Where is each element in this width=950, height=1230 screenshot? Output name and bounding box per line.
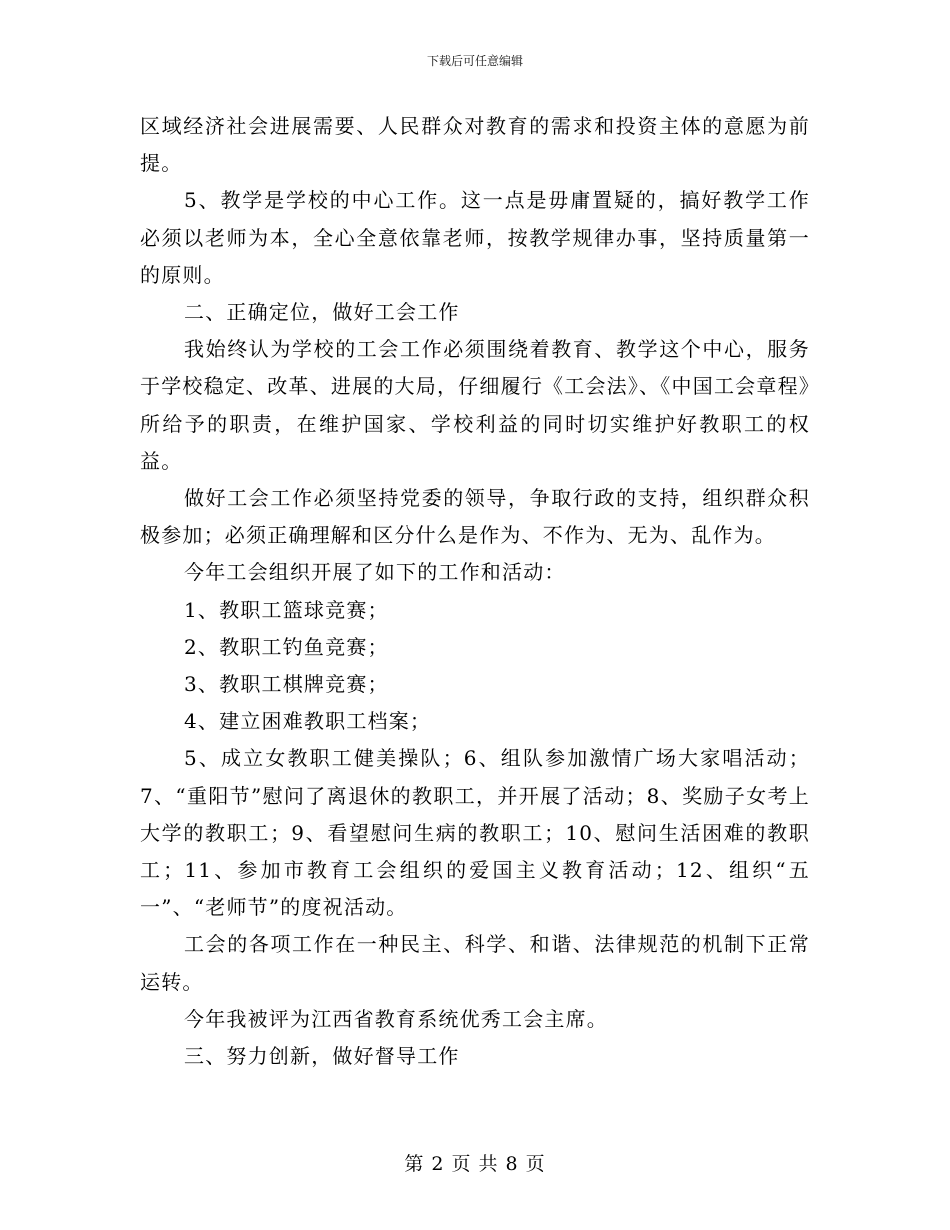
paragraph: 做好工会工作必须坚持党委的领导，争取行政的支持，组织群众积极参加；必须正确理解和区分什么是作为、不作为、无为、乱作为。 xyxy=(140,486,810,548)
list-item: 3、教职工棋牌竞赛； xyxy=(184,672,389,697)
paragraph: 5、教学是学校的中心工作。这一点是毋庸置疑的，搞好教学工作必须以老师为本，全心全意依靠老师，按教学规律办事，坚持质量第一的原则。 xyxy=(140,188,810,287)
list-item: 4、建立困难教职工档案； xyxy=(184,709,432,734)
paragraph: 今年我被评为江西省教育系统优秀工会主席。 xyxy=(184,1006,608,1031)
page-header: 下载后可任意编辑 xyxy=(426,54,523,68)
paragraph: 区域经济社会进展需要、人民群众对教育的需求和投资主体的意愿为前提。 xyxy=(140,114,810,176)
list-item: 2、教职工钓鱼竞赛； xyxy=(184,634,389,659)
paragraph: 今年工会组织开展了如下的工作和活动： xyxy=(184,560,566,585)
section-heading: 二、正确定位，做好工会工作 xyxy=(184,300,460,325)
list-item: 1、教职工篮球竞赛； xyxy=(184,597,389,622)
page-number: 第 2 页 共 8 页 xyxy=(404,1153,546,1175)
document-body xyxy=(140,108,810,1075)
section-heading: 三、努力创新，做好督导工作 xyxy=(184,1044,460,1069)
paragraph: 工会的各项工作在一种民主、科学、和谐、法律规范的机制下正常运转。 xyxy=(140,932,810,994)
list-item: 5、成立女教职工健美操队；6、组队参加激情广场大家唱活动；7、“重阳节”慰问了离退休的教职工，并开展了活动；8、奖励子女考上大学的教职工；9、看望慰问生病的教职工；10、慰问生活困难的教职工；11、参加市教育工会组织的爱国主义教育活动；12、组织“五一”、“老师节”的度祝活动。 xyxy=(140,746,810,920)
paragraph: 我始终认为学校的工会工作必须围绕着教育、教学这个中心，服务于学校稳定、改革、进展的大局，仔细履行《工会法》、《中国工会章程》所给予的职责，在维护国家、学校利益的同时切实维护好教职工的权益。 xyxy=(140,337,810,473)
